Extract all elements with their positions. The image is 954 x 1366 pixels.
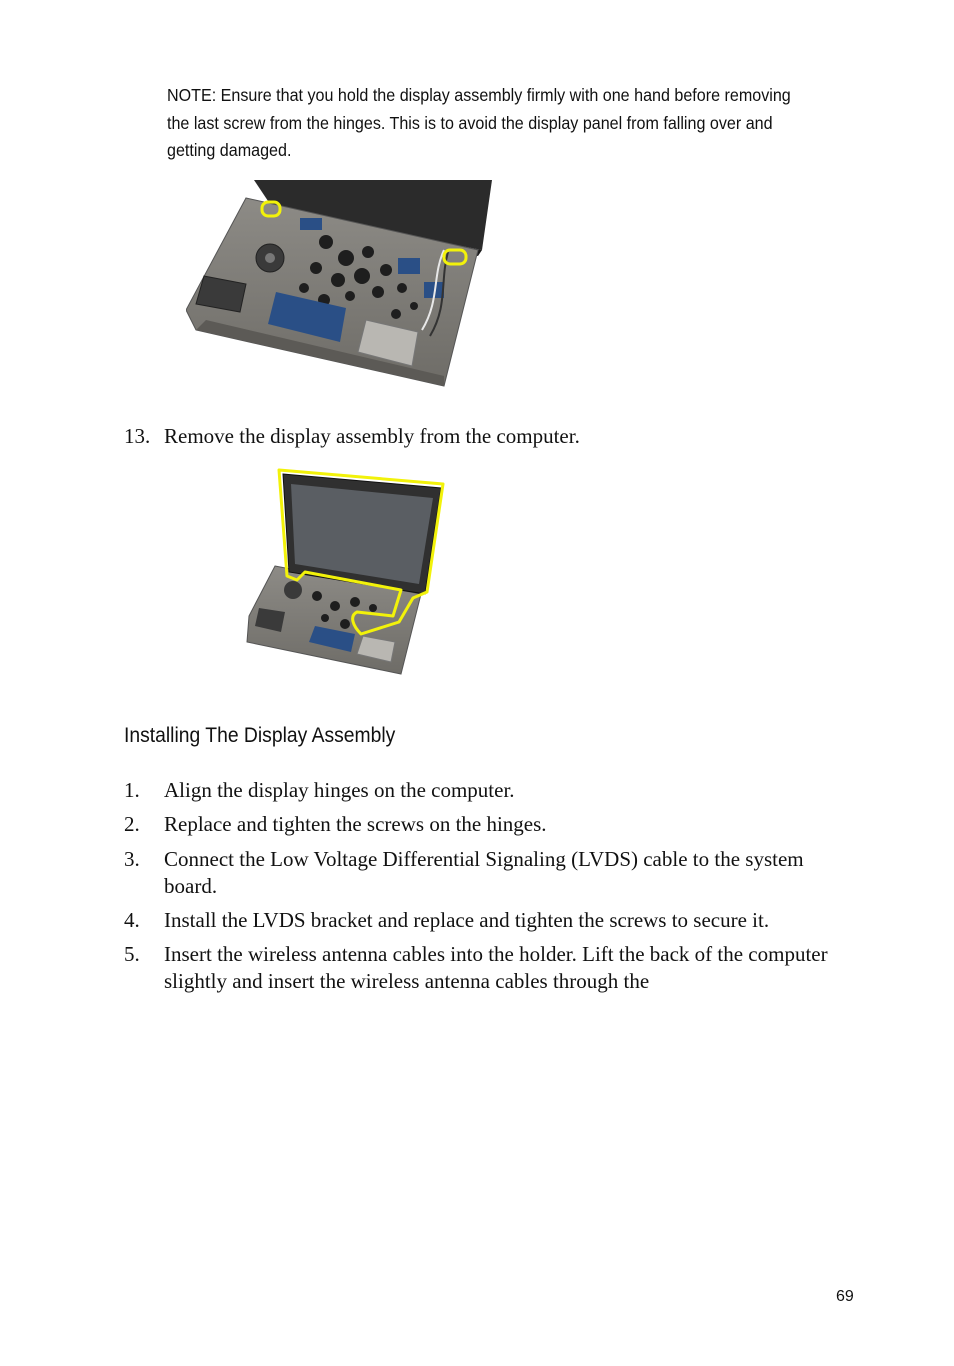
step-text: Align the display hinges on the computer. (164, 778, 515, 802)
step-number: 2. (124, 812, 140, 836)
step-text: Replace and tighten the screws on the hinges. (164, 812, 547, 836)
step-text: Connect the Low Voltage Differential Signaling (LVDS) cable to the system board. (164, 847, 804, 898)
hinge-screws-photo (186, 180, 494, 390)
step-number: 3. (124, 847, 140, 871)
install-step-4 (124, 907, 854, 934)
note-text: Ensure that you hold the display assembly firmly with one hand before removing the last screw from the hinges. This is to avoid the display panel from falling over and getting damaged. (167, 85, 791, 160)
step-number: 1. (124, 778, 140, 802)
note-label: NOTE: (167, 85, 217, 105)
display-assembly-photo (245, 466, 445, 676)
step-13 (124, 423, 854, 450)
note-block (167, 82, 793, 165)
page-number: 69 (836, 1288, 854, 1305)
step-text: Insert the wireless antenna cables into the holder. Lift the back of the computer slightly and insert the wireless antenna cables through the (164, 942, 828, 993)
section-heading: Installing The Display Assembly (124, 724, 396, 747)
step-text: Install the LVDS bracket and replace and tighten the screws to secure it. (164, 908, 770, 932)
step-number: 4. (124, 908, 140, 932)
step-number: 13. (124, 424, 151, 448)
install-step-2 (124, 811, 854, 838)
install-step-5 (124, 941, 854, 995)
step-text: Remove the display assembly from the computer. (164, 424, 580, 448)
install-step-3 (124, 846, 854, 900)
step-number: 5. (124, 942, 140, 966)
install-step-1 (124, 777, 854, 804)
